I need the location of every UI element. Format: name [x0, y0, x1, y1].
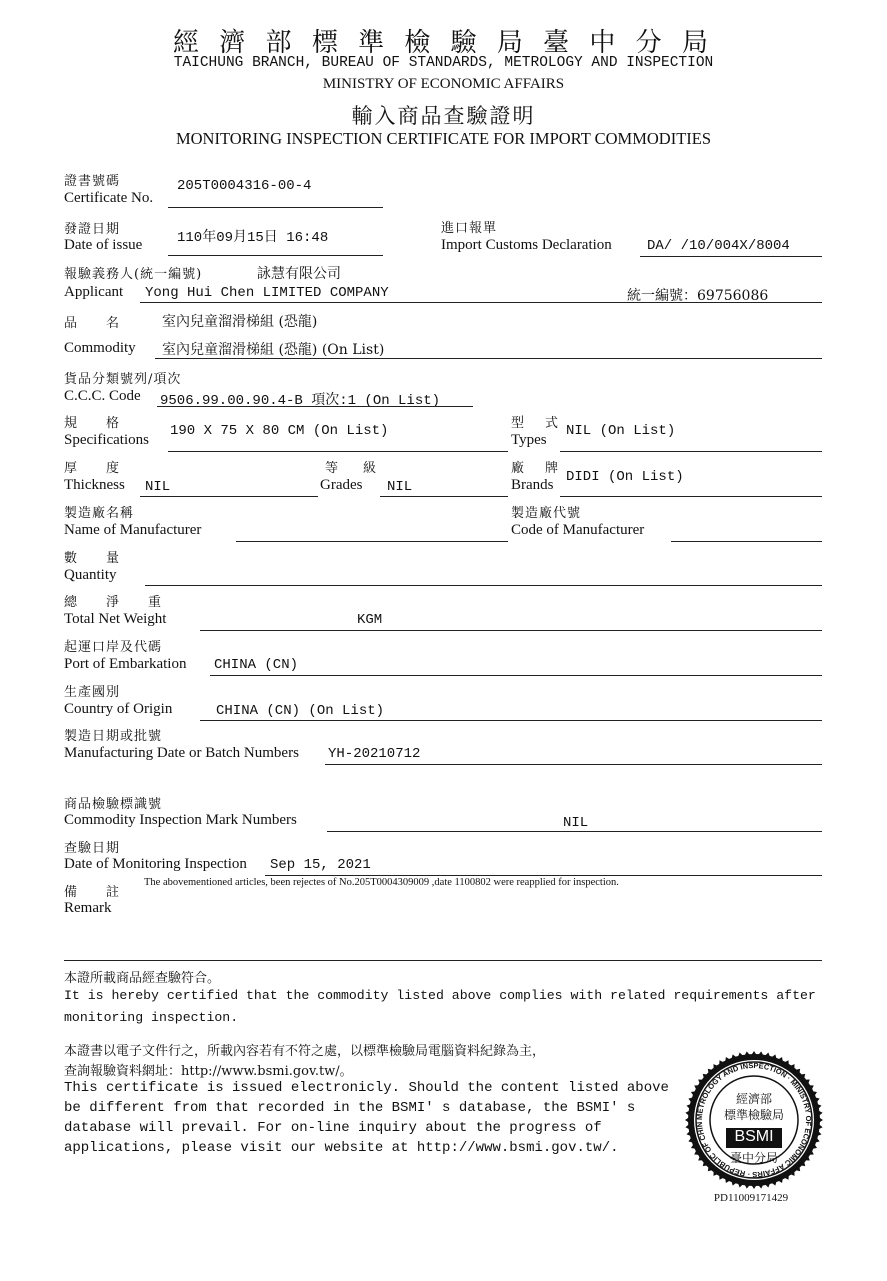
- certification-en-line2: monitoring inspection.: [64, 1010, 239, 1025]
- net-weight-underline: [200, 630, 822, 631]
- origin-label-zh: 生產國別: [64, 685, 121, 700]
- seal-ring-text: METROLOGY AND INSPECTION · MINISTRY OF ECONOMIC AFFAIRS · REPUBLIC OF CHIN: [694, 1060, 814, 1180]
- section-divider: [64, 960, 822, 961]
- brands-label-zh: 廠 牌: [511, 461, 563, 476]
- mark-numbers-value: NIL: [563, 815, 589, 831]
- inspection-date-label-zh: 查驗日期: [64, 841, 121, 856]
- date-issue-label-zh: 發證日期: [64, 222, 121, 237]
- port-underline: [210, 675, 822, 676]
- net-weight-value: KGM: [357, 612, 383, 628]
- seal-line4: 臺中分局: [729, 1151, 778, 1165]
- date-issue-label-en: Date of issue: [64, 237, 143, 253]
- net-weight-label-en: Total Net Weight: [64, 611, 167, 627]
- seal-line1: 經濟部: [735, 1092, 772, 1106]
- remark-label-zh: 備 註: [64, 885, 121, 900]
- electronic-en-line3: database will prevail. For on-line inquiry about the progress of: [64, 1120, 602, 1136]
- ministry-title: MINISTRY OF ECONOMIC AFFAIRS: [322, 76, 565, 92]
- certificate-title-zh: 輸入商品查驗證明: [351, 104, 536, 128]
- thickness-value: NIL: [145, 479, 171, 495]
- thickness-label-zh: 厚 度: [64, 461, 121, 476]
- certification-en-line1: It is hereby certified that the commodity listed above complies with related requirements after: [64, 988, 816, 1003]
- spec-label-zh: 規 格: [64, 416, 128, 431]
- customs-underline: [640, 256, 822, 257]
- port-value: CHINA (CN): [214, 657, 299, 673]
- origin-value: CHINA (CN) (On List): [216, 703, 385, 719]
- quantity-underline: [145, 585, 822, 586]
- types-value: NIL (On List): [566, 423, 676, 439]
- mfr-code-label-en: Code of Manufacturer: [511, 522, 645, 538]
- electronic-en-line4: applications, please visit our website at http://www.bsmi.gov.tw/.: [64, 1140, 619, 1156]
- cert-no-value: 205T0004316-00-4: [177, 178, 312, 194]
- grades-label-zh: 等 級: [325, 461, 383, 476]
- mfg-date-value: YH-20210712: [328, 746, 421, 762]
- ccc-underline: [157, 406, 473, 407]
- certification-zh: 本證所載商品經查驗符合。: [64, 971, 221, 986]
- cert-no-label-zh: 證書號碼: [64, 174, 121, 189]
- quantity-label-en: Quantity: [64, 567, 117, 583]
- spec-underline: [168, 451, 508, 452]
- mark-numbers-label-en: Commodity Inspection Mark Numbers: [64, 812, 297, 828]
- brands-underline: [560, 496, 822, 497]
- grades-value: NIL: [387, 479, 413, 495]
- brands-value: DIDI (On List): [566, 469, 684, 485]
- ccc-label-zh: 貨品分類號列/項次: [64, 372, 182, 387]
- manufacturer-underline: [236, 541, 508, 542]
- inspection-date-label-en: Date of Monitoring Inspection: [64, 856, 247, 872]
- bsmi-seal: [684, 1050, 824, 1190]
- org-title-zh: 經 濟 部 標 準 檢 驗 局 臺 中 分 局: [173, 28, 714, 58]
- commodity-value: 室內兒童溜滑梯組 (恐龍) (On List): [162, 342, 385, 358]
- electronic-en-line2: be different from that recorded in the BSMI' s database, the BSMI' s: [64, 1100, 636, 1116]
- thickness-underline: [140, 496, 318, 497]
- types-underline: [560, 451, 822, 452]
- spec-value: 190 X 75 X 80 CM (On List): [170, 423, 389, 439]
- types-label-en: Types: [511, 432, 547, 448]
- commodity-label-en: Commodity: [64, 340, 136, 356]
- mfr-code-underline: [671, 541, 822, 542]
- seal-line2: 標準檢驗局: [723, 1108, 784, 1122]
- remark-label-en: Remark: [64, 900, 112, 916]
- grades-label-en: Grades: [320, 477, 363, 493]
- seal-code: PD11009171429: [713, 1192, 789, 1204]
- applicant-label-en: Applicant: [64, 284, 124, 300]
- origin-label-en: Country of Origin: [64, 701, 173, 717]
- mfr-code-label-zh: 製造廠代號: [511, 506, 582, 521]
- date-issue-value: 110年09月15日 16:48: [177, 230, 329, 246]
- port-label-en: Port of Embarkation: [64, 656, 187, 672]
- customs-label-en: Import Customs Declaration: [441, 237, 612, 253]
- thickness-label-en: Thickness: [64, 477, 125, 493]
- remark-value: The abovementioned articles, been rejectes of No.205T0004309009 ,date 1100802 were reapplied for inspection.: [144, 877, 619, 888]
- mfg-date-underline: [325, 764, 822, 765]
- certificate-title-en: MONITORING INSPECTION CERTIFICATE FOR IMPORT COMMODITIES: [175, 129, 712, 148]
- customs-label-zh: 進口報單: [441, 221, 498, 236]
- commodity-underline: [155, 358, 822, 359]
- spec-label-en: Specifications: [64, 432, 149, 448]
- electronic-en-line1: This certificate is issued electronicly. Should the content listed above: [64, 1080, 669, 1096]
- ccc-label-en: C.C.C. Code: [64, 388, 141, 404]
- customs-value: DA/ /10/004X/8004: [647, 238, 790, 254]
- org-title-en: TAICHUNG BRANCH, BUREAU OF STANDARDS, METROLOGY AND INSPECTION: [173, 55, 714, 71]
- commodity-value-zh: 室內兒童溜滑梯組 (恐龍): [162, 314, 318, 330]
- cert-no-label-en: Certificate No.: [64, 190, 154, 206]
- cert-no-underline: [168, 207, 383, 208]
- commodity-label-zh: 品 名: [64, 316, 121, 331]
- port-label-zh: 起運口岸及代碼: [64, 640, 163, 655]
- types-label-zh: 型 式: [511, 416, 563, 431]
- applicant-value-zh: 詠慧有限公司: [257, 266, 341, 282]
- seal-line3: BSMI: [734, 1128, 774, 1145]
- electronic-zh-line2: 查詢報驗資料網址：http://www.bsmi.gov.tw/。: [64, 1064, 353, 1079]
- applicant-value: Yong Hui Chen LIMITED COMPANY: [145, 285, 389, 301]
- manufacturer-label-en: Name of Manufacturer: [64, 522, 202, 538]
- applicant-label-zh: 報驗義務人(統一編號): [64, 267, 203, 282]
- origin-underline: [200, 720, 822, 721]
- quantity-label-zh: 數 量: [64, 551, 121, 566]
- applicant-uid: 統一編號：69756086: [627, 288, 769, 304]
- electronic-zh-line1: 本證書以電子文件行之，所載內容若有不符之處，以標準檢驗局電腦資料紀錄為主，: [64, 1044, 546, 1059]
- net-weight-label-zh: 總 淨 重: [64, 595, 170, 610]
- manufacturer-label-zh: 製造廠名稱: [64, 506, 135, 521]
- mfg-date-label-zh: 製造日期或批號: [64, 729, 163, 744]
- ccc-value: 9506.99.00.90.4-B 項次:1 (On List): [160, 393, 441, 409]
- inspection-date-value: Sep 15, 2021: [270, 857, 371, 873]
- inspection-date-underline: [265, 875, 822, 876]
- brands-label-en: Brands: [511, 477, 554, 493]
- date-issue-underline: [168, 255, 383, 256]
- grades-underline: [380, 496, 508, 497]
- mark-numbers-label-zh: 商品檢驗標識號: [64, 797, 163, 812]
- mfg-date-label-en: Manufacturing Date or Batch Numbers: [64, 745, 299, 761]
- applicant-underline: [140, 302, 822, 303]
- mark-numbers-underline: [327, 831, 822, 832]
